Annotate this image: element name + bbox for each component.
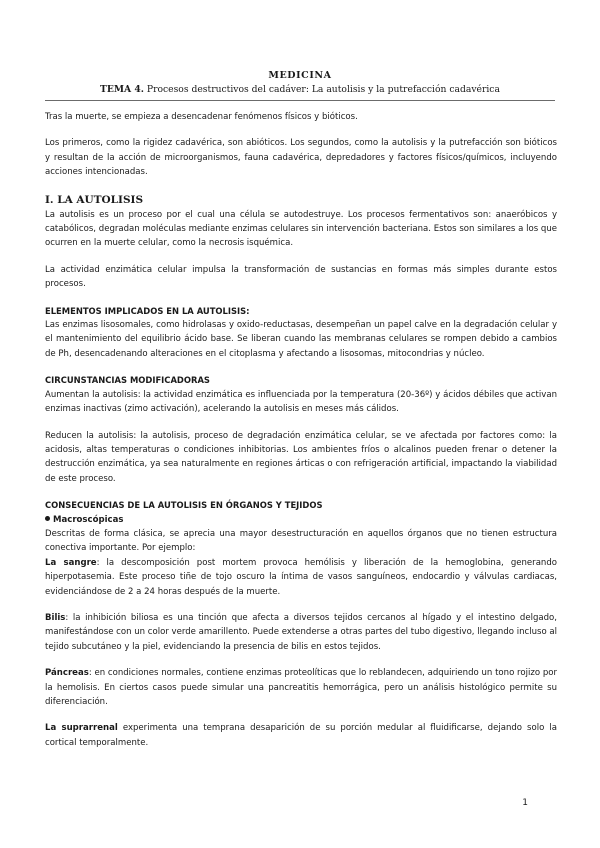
subheading-elementos: ELEMENTOS IMPLICADOS EN LA AUTOLISIS: [45, 305, 250, 316]
item-text: : la inhibición biliosa es una tinción que afecta a diversos tejidos cercanos al hígado y el intestino delgado, manifestándose con un color verde amarillento. Puede extenderse a otras partes del tubo digestivo, llegando incluso al tejido subcutáneo y la piel, evidenciando la presencia de bilis en estos tejidos. [45, 612, 557, 652]
bullet-macroscopicas [45, 513, 557, 527]
autolisis-paragraph-2: La actividad enzimática celular impulsa la transformación de sustancias en formas más simples durante estos procesos. [45, 264, 557, 290]
item-bilis [45, 611, 557, 654]
bullet-label: Macroscópicas [53, 514, 124, 525]
section-heading-autolisis: I. LA AUTOLISIS [45, 193, 144, 206]
item-term: La suprarrenal [45, 723, 118, 734]
topic-number: TEMA 4. [100, 84, 144, 95]
item-term: Páncreas [45, 668, 89, 679]
topic-name: Procesos destructivos del cadáver: La autolisis y la putrefacción cadavérica [143, 84, 500, 95]
course-title: MEDICINA [268, 70, 332, 81]
subheading-circunstancias: CIRCUNSTANCIAS MODIFICADORAS [45, 375, 210, 386]
circunstancias-paragraph-1: Aumentan la autolisis: la actividad enzimática es influenciada por la temperatura (20-36º) y ácidos débiles que activan enzimas inactivas (zimo activación), acelerando la autolisis en meses más cálidos. [45, 389, 557, 415]
item-pancreas [45, 666, 557, 709]
item-sangre [45, 556, 557, 599]
circunstancias-paragraph-2: Reducen la autolisis: la autolisis, proceso de degradación enzimática celular, se ve afectada por factores como: la acidosis, altas temperaturas o condiciones inhibitorias. Los ambientes fríos o alcalinos pueden frenar o detener la destrucción enzimática, ya sea naturalmente en regiones árticas o con refrigeración artificial, impactando la viabilidad de este proceso. [45, 430, 557, 484]
document-body [45, 110, 557, 750]
header-divider [45, 100, 555, 101]
autolisis-paragraph-1: La autolisis es un proceso por el cual una célula se autodestruye. Los procesos fermentativos son: anaeróbicos y catabólicos, degradan moléculas mediante enzimas celulares sin intervención bacteriana. Estos son similares a los que ocurren en la muerte celular, como la necrosis isquémica. [45, 209, 557, 249]
item-term: La sangre [45, 557, 97, 568]
item-text: : la descomposición post mortem provoca hemólisis y liberación de la hemoglobina, generando hiperpotasemia. Este proceso tiñe de tojo oscuro la íntima de vasos sanguíneos, endocardio y válvulas cardiacas, evidenciándose de 2 a 24 horas después de la muerte. [45, 557, 557, 597]
item-text: experimenta una temprana desaparición de su porción medular al fluidificarse, dejando solo la cortical temporalmente. [45, 723, 557, 748]
bullet-dot-icon [45, 516, 50, 521]
item-suprarrenal [45, 721, 557, 750]
subheading-consecuencias: CONSECUENCIAS DE LA AUTOLISIS EN ÓRGANOS Y TEJIDOS [45, 500, 323, 511]
page-number: 1 [522, 798, 528, 808]
intro-paragraph-1: Tras la muerte, se empieza a desencadenar fenómenos físicos y bióticos. [45, 112, 358, 122]
item-text: : en condiciones normales, contiene enzimas proteolíticas que lo reblandecen, adquiriendo un tono rojizo por la hemolisis. En ciertos casos puede simular una pancreatitis hemorrágica, pero un análisis histológico permite su diferenciación. [45, 668, 557, 707]
item-term: Bilis [45, 612, 66, 623]
intro-paragraph-2: Los primeros, como la rigidez cadavérica, son abióticos. Los segundos, como la autolisis y la putrefacción son bióticos y resultan de la acción de microorganismos, fauna cadavérica, depredadores y factores físicos/químicos, incluyendo acciones intencionadas. [45, 138, 557, 178]
topic-title [45, 84, 555, 95]
macroscopicas-intro: Descritas de forma clásica, se aprecia una mayor desestructuración en aquellos órganos que no tienen estructura conectiva importante. Por ejemplo: [45, 528, 557, 554]
elementos-paragraph: Las enzimas lisosomales, como hidrolasas y oxido-reductasas, desempeñan un papel calve en la degradación celular y el mantenimiento del equilibrio ácido base. Se liberan cuando las membranas celulares se rompen debido a cambios de Ph, desencadenando alteraciones en el citoplasma y afectando a lisosomas, mitocondrias y núcleo. [45, 320, 557, 359]
